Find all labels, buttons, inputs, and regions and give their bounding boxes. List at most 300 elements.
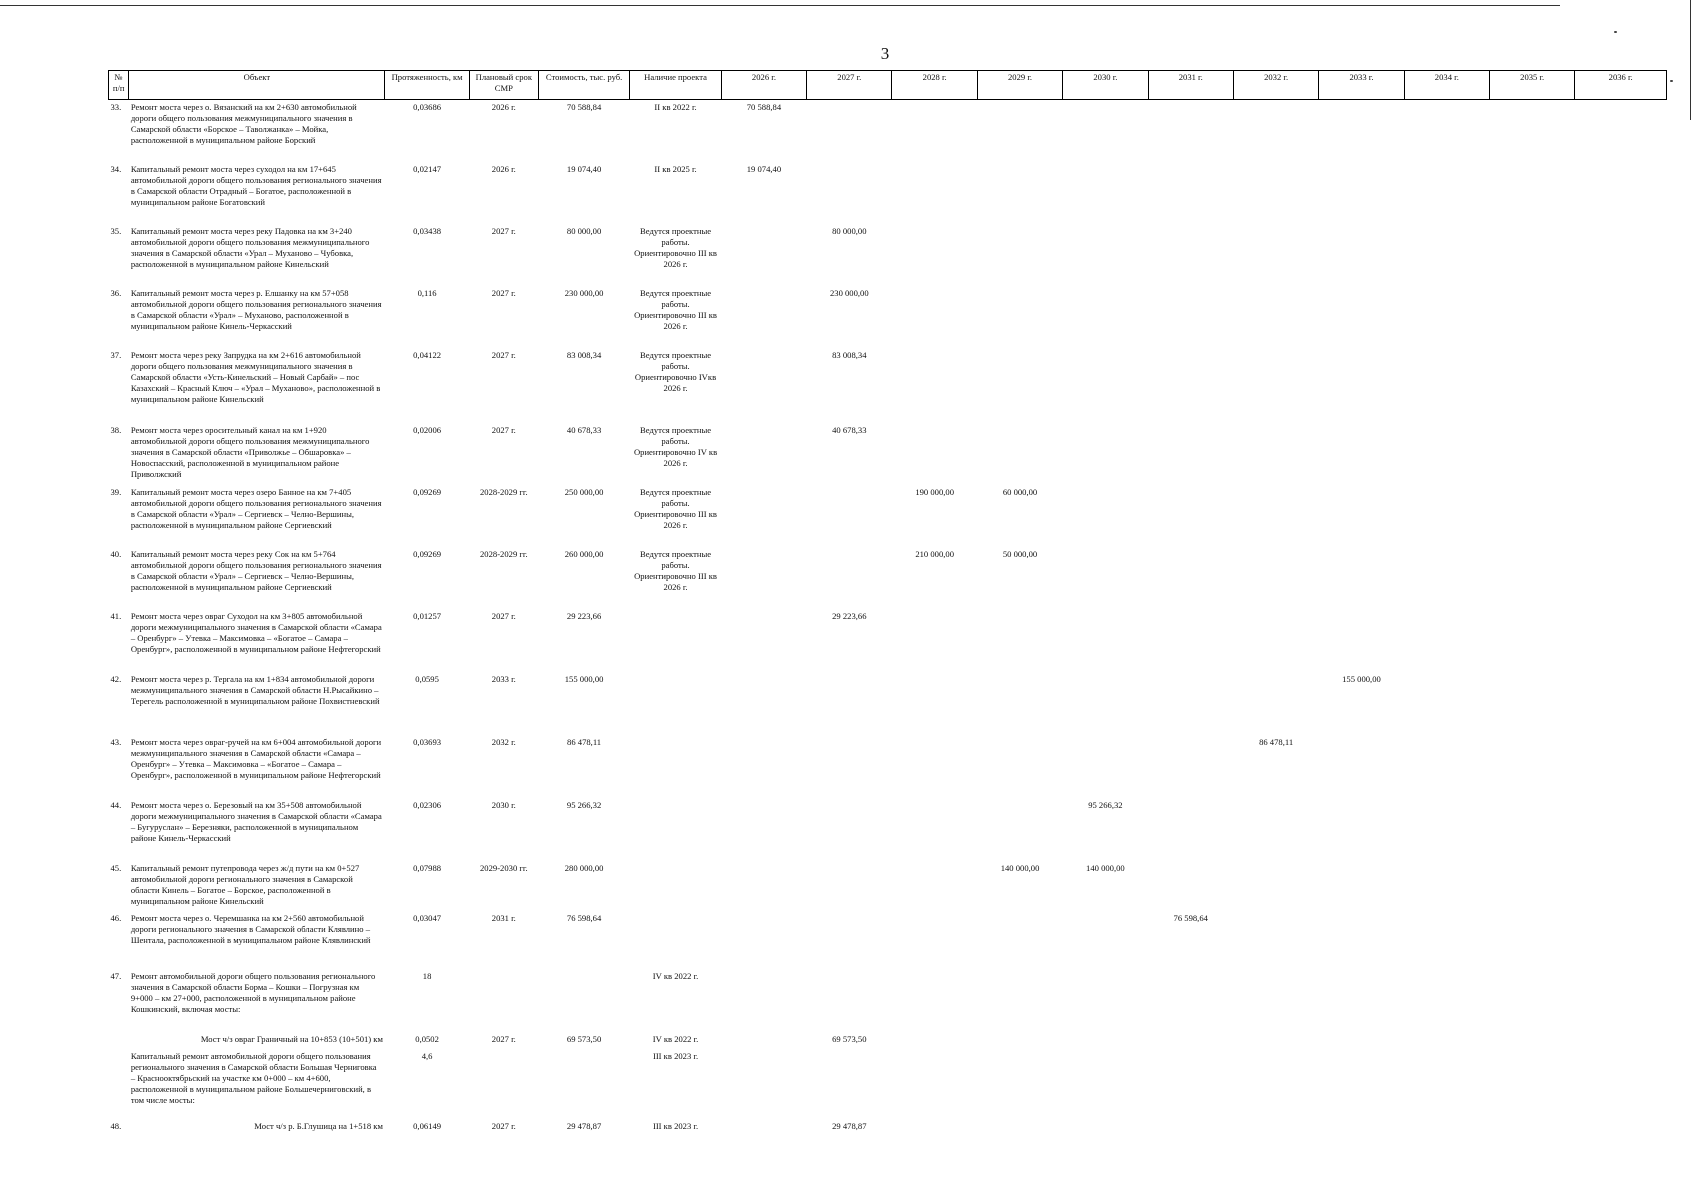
project-cell: II кв 2025 г.: [654, 163, 697, 174]
year-amount-cell: [1233, 485, 1318, 547]
year-amount-cell: [721, 1119, 806, 1149]
row-number: [109, 1049, 129, 1119]
object-cell: Капитальный ремонт путепровода через ж/д пути на км 0+527 автомобильной дороги регионального значения в Самарской области Кинель – Богатое – Борское, расположенной в муниципальном районе Кинельский: [130, 862, 360, 906]
year-amount-cell: [1575, 224, 1667, 286]
year-amount-cell: 70 588,84: [746, 102, 782, 112]
year-amount-cell: [1148, 672, 1233, 735]
length-cell: 0,07988: [413, 862, 442, 873]
year-amount-cell: [1575, 348, 1667, 423]
project-cell: Ведутся проектные работы. Ориентировочно III кв 2026 г.: [634, 486, 717, 530]
row-number: 39.: [110, 486, 122, 497]
year-amount-cell: [721, 1049, 806, 1119]
object-cell: Ремонт моста через реку Запрудка на км 2+616 автомобильной дороги общего пользования межмуниципального значения в Самарской области «Усть-Кинельский – Новый Сарбай» – пос Казахский – Красный Ключ – «Урал – Муханово», расположенной в муниципальном районе Кинельский: [130, 349, 381, 404]
header-year-2035: 2035 г.: [1490, 71, 1575, 100]
header-year-2027: 2027 г.: [807, 71, 892, 100]
road-works-table: [108, 70, 1667, 1149]
year-amount-cell: [892, 423, 977, 485]
year-amount-cell: [721, 969, 806, 1032]
cost-cell: 40 678,33: [566, 424, 602, 435]
year-amount-cell: [892, 735, 977, 798]
term-cell: 2027 г.: [491, 424, 516, 435]
year-amount-cell: [1148, 969, 1233, 1032]
year-amount-cell: [1233, 911, 1318, 969]
year-amount-cell: [1490, 100, 1575, 162]
row-number: 41.: [110, 610, 122, 621]
year-amount-cell: [892, 1049, 977, 1119]
year-amount-cell: [1404, 969, 1489, 1032]
row-number: 46.: [110, 912, 122, 923]
row-number: 34.: [110, 163, 122, 174]
cost-cell: 69 573,50: [566, 1033, 602, 1044]
row-number: 33.: [110, 102, 122, 112]
project-cell: [630, 609, 721, 672]
term-cell: 2033 г.: [491, 673, 516, 684]
year-amount-cell: [807, 911, 892, 969]
year-amount-cell: [1575, 1119, 1667, 1149]
term-cell: 2026 г.: [491, 163, 516, 174]
table-body: [109, 100, 1667, 1149]
project-cell: III кв 2023 г.: [652, 1050, 699, 1061]
length-cell: 0,03438: [413, 225, 442, 236]
object-cell: Капитальный ремонт моста через реку Сок на км 5+764 автомобильной дороги общего пользования регионального значения в Самарской области «Урал» – Сергиевск – Челно-Вершины, расположенной в муниципальном районе Сергиевский: [130, 548, 382, 592]
year-amount-cell: [1319, 162, 1404, 224]
term-cell: 2027 г.: [491, 610, 516, 621]
year-amount-cell: [977, 735, 1062, 798]
table-header-row: [109, 71, 1667, 100]
year-amount-cell: [1319, 348, 1404, 423]
year-amount-cell: [1063, 348, 1148, 423]
object-cell: Капитальный ремонт моста через суходол на км 17+645 автомобильной дороги общего пользования регионального значения в Самарской области Отрадный – Богатое, расположенной в муниципальном районе Богатовский: [130, 163, 382, 207]
year-amount-cell: [977, 969, 1062, 1032]
year-amount-cell: [1575, 861, 1667, 911]
year-amount-cell: [892, 969, 977, 1032]
year-amount-cell: 210 000,00: [915, 548, 954, 559]
year-amount-cell: [1404, 1032, 1489, 1049]
year-amount-cell: [1575, 485, 1667, 547]
year-amount-cell: [1148, 609, 1233, 672]
year-amount-cell: [977, 348, 1062, 423]
year-amount-cell: [1575, 286, 1667, 348]
year-amount-cell: [977, 286, 1062, 348]
year-amount-cell: 29 478,87: [832, 1120, 867, 1131]
year-amount-cell: [721, 609, 806, 672]
year-amount-cell: [1063, 1032, 1148, 1049]
year-amount-cell: 60 000,00: [1002, 486, 1038, 497]
length-cell: 0,02147: [413, 163, 442, 174]
project-cell: [630, 798, 721, 861]
year-amount-cell: [1404, 224, 1489, 286]
year-amount-cell: [1404, 1119, 1489, 1149]
page-number: 3: [880, 44, 890, 63]
object-cell: Мост ч/з р. Б.Глушица на 1+518 км: [254, 1120, 383, 1131]
year-amount-cell: [1063, 672, 1148, 735]
year-amount-cell: [1148, 423, 1233, 485]
table-row: [109, 100, 1667, 162]
object-cell: Ремонт моста через овраг Суходол на км 3+805 автомобильной дороги межмуниципального значения в Самарской области «Самара – Оренбург» – Утевка – Максимовка – «Богатое – Самара – Оренбург», расположенной в муниципальном районе Нефтегорский: [130, 610, 382, 654]
year-amount-cell: [1233, 969, 1318, 1032]
year-amount-cell: [1490, 423, 1575, 485]
year-amount-cell: [1233, 798, 1318, 861]
row-number: 47.: [110, 970, 122, 981]
year-amount-cell: [1404, 798, 1489, 861]
year-amount-cell: [1490, 609, 1575, 672]
term-cell: 2027 г.: [491, 287, 516, 298]
year-amount-cell: [892, 1032, 977, 1049]
object-cell: Ремонт моста через о. Березовый на км 35+508 автомобильной дороги межмуниципального значения в Самарской области «Самара – Бугуруслан» – Березняки, расположенной в муниципальном районе Кинель-Черкасский: [130, 799, 382, 843]
year-amount-cell: 155 000,00: [1342, 673, 1381, 684]
cost-cell: 76 598,64: [566, 912, 602, 923]
object-cell: Капитальный ремонт моста через озеро Банное на км 7+405 автомобильной дороги общего пользования регионального значения в Самарской области «Урал» – Сергиевск – Челно-Вершины, расположенной в муниципальном районе Сергиевский: [130, 486, 382, 530]
year-amount-cell: [1148, 735, 1233, 798]
length-cell: 0,09269: [413, 548, 442, 559]
term-cell: [469, 1049, 538, 1119]
year-amount-cell: [807, 547, 892, 609]
year-amount-cell: [807, 672, 892, 735]
year-amount-cell: [977, 1119, 1062, 1149]
year-amount-cell: [1404, 286, 1489, 348]
row-number: 38.: [110, 424, 122, 435]
year-amount-cell: 19 074,40: [746, 163, 782, 174]
year-amount-cell: 86 478,11: [1259, 736, 1294, 747]
year-amount-cell: [1319, 911, 1404, 969]
scan-speck: [1670, 80, 1673, 82]
cost-cell: 230 000,00: [564, 287, 604, 298]
table-row: [109, 1032, 1667, 1049]
project-cell: Ведутся проектные работы. Ориентировочно III кв 2026 г.: [634, 287, 717, 331]
year-amount-cell: [1063, 1119, 1148, 1149]
project-cell: III кв 2023 г.: [652, 1120, 699, 1131]
object-cell: Капитальный ремонт автомобильной дороги общего пользования регионального значения в Самарской области Большая Черниговка – Краснооктябрьский на участке км 0+000 – км 4+600, расположенной в муниципальном районе Большечерниговский, в том числе мосты:: [130, 1050, 377, 1105]
row-number: 44.: [110, 799, 122, 810]
table-row: [109, 286, 1667, 348]
row-number: 45.: [110, 862, 122, 873]
year-amount-cell: [1404, 547, 1489, 609]
year-amount-cell: [721, 348, 806, 423]
row-number: 40.: [110, 548, 122, 559]
year-amount-cell: [1404, 672, 1489, 735]
year-amount-cell: [1233, 423, 1318, 485]
term-cell: 2027 г.: [491, 225, 516, 236]
table-row: [109, 485, 1667, 547]
year-amount-cell: [1063, 224, 1148, 286]
cost-cell: 155 000,00: [564, 673, 604, 684]
object-cell: Капитальный ремонт моста через р. Елшанку на км 57+058 автомобильной дороги общего пользования регионального значения в Самарской области «Урал» – Муханово, расположенной в муниципальном районе Кинель-Черкасский: [130, 287, 382, 331]
year-amount-cell: [1319, 100, 1404, 162]
table-row: [109, 348, 1667, 423]
year-amount-cell: [892, 609, 977, 672]
cost-cell: [538, 1049, 629, 1119]
year-amount-cell: [892, 861, 977, 911]
year-amount-cell: [721, 485, 806, 547]
year-amount-cell: [1490, 286, 1575, 348]
table-row: [109, 672, 1667, 735]
term-cell: 2030 г.: [491, 799, 516, 810]
header-num: № п/п: [109, 71, 129, 100]
year-amount-cell: [1233, 286, 1318, 348]
header-year-2028: 2028 г.: [892, 71, 977, 100]
year-amount-cell: [1063, 100, 1148, 162]
cost-cell: 29 223,66: [566, 610, 602, 621]
year-amount-cell: [977, 609, 1062, 672]
table-row: [109, 798, 1667, 861]
header-year-2036: 2036 г.: [1575, 71, 1667, 100]
year-amount-cell: [1404, 911, 1489, 969]
cost-cell: 250 000,00: [564, 486, 604, 497]
year-amount-cell: 140 000,00: [1086, 862, 1125, 873]
year-amount-cell: [1148, 485, 1233, 547]
project-cell: II кв 2022 г.: [654, 102, 697, 112]
length-cell: 0,01257: [413, 610, 442, 621]
object-cell: Капитальный ремонт моста через реку Падовка на км 3+240 автомобильной дороги общего пользования межмуниципального значения в Самарской области «Урал – Муханово – Чубовка, расположенной в муниципальном районе Кинельский: [130, 225, 370, 269]
table-row: [109, 911, 1667, 969]
year-amount-cell: [1233, 547, 1318, 609]
year-amount-cell: [1063, 609, 1148, 672]
cost-cell: 280 000,00: [564, 862, 604, 873]
year-amount-cell: [1575, 911, 1667, 969]
year-amount-cell: [1575, 162, 1667, 224]
year-amount-cell: [977, 672, 1062, 735]
year-amount-cell: [1063, 162, 1148, 224]
project-cell: [630, 911, 721, 969]
year-amount-cell: [1404, 861, 1489, 911]
year-amount-cell: [892, 100, 977, 162]
year-amount-cell: [1319, 1032, 1404, 1049]
year-amount-cell: [1148, 1119, 1233, 1149]
year-amount-cell: [1404, 735, 1489, 798]
table-row: [109, 735, 1667, 798]
year-amount-cell: [1490, 672, 1575, 735]
year-amount-cell: [1148, 798, 1233, 861]
year-amount-cell: [1490, 861, 1575, 911]
year-amount-cell: [1233, 1032, 1318, 1049]
year-amount-cell: [1404, 162, 1489, 224]
year-amount-cell: [1490, 798, 1575, 861]
table-row: [109, 609, 1667, 672]
cost-cell: 70 588,84: [566, 102, 602, 112]
length-cell: 0,0502: [415, 1033, 439, 1044]
year-amount-cell: [1063, 969, 1148, 1032]
year-amount-cell: [892, 1119, 977, 1149]
year-amount-cell: [977, 100, 1062, 162]
year-amount-cell: 76 598,64: [1173, 912, 1208, 923]
year-amount-cell: [807, 1049, 892, 1119]
length-cell: 0,03686: [413, 102, 442, 112]
object-cell: Мост ч/з овраг Граничный на 10+853 (10+501) км: [200, 1033, 383, 1044]
year-amount-cell: [1490, 348, 1575, 423]
header-year-2026: 2026 г.: [721, 71, 806, 100]
year-amount-cell: [1319, 798, 1404, 861]
year-amount-cell: [892, 672, 977, 735]
header-length: Протяженность, км: [385, 71, 469, 100]
header-year-2032: 2032 г.: [1233, 71, 1318, 100]
year-amount-cell: [721, 1032, 806, 1049]
year-amount-cell: [1148, 1032, 1233, 1049]
year-amount-cell: [1490, 547, 1575, 609]
object-cell: Ремонт моста через овраг-ручей на км 6+004 автомобильной дороги межмуниципального значения в Самарской области «Самара – Оренбург» – Утевка – Максимовка – «Богатое – Самара – Оренбург», расположенной в муниципальном районе Нефтегорский: [130, 736, 382, 780]
term-cell: 2026 г.: [491, 102, 516, 112]
year-amount-cell: [977, 1049, 1062, 1119]
year-amount-cell: [1319, 485, 1404, 547]
year-amount-cell: [721, 423, 806, 485]
year-amount-cell: [1490, 969, 1575, 1032]
year-amount-cell: [1575, 609, 1667, 672]
year-amount-cell: [1575, 969, 1667, 1032]
row-number: 35.: [110, 225, 122, 236]
cost-cell: 29 478,87: [566, 1120, 602, 1131]
year-amount-cell: [1233, 609, 1318, 672]
year-amount-cell: [1319, 1049, 1404, 1119]
year-amount-cell: [1575, 1049, 1667, 1119]
year-amount-cell: [1233, 1119, 1318, 1149]
year-amount-cell: [1233, 224, 1318, 286]
table-row: [109, 423, 1667, 485]
object-cell: Ремонт автомобильной дороги общего пользования регионального значения в Самарской области Борма – Кошки – Погрузная км 9+000 – км 27+000, расположенной в муниципальном районе Кошкинский, включая мосты:: [130, 970, 376, 1014]
year-amount-cell: [1575, 547, 1667, 609]
year-amount-cell: [977, 162, 1062, 224]
year-amount-cell: [1575, 798, 1667, 861]
length-cell: 0,03047: [413, 912, 442, 923]
year-amount-cell: [721, 672, 806, 735]
term-cell: 2028-2029 гг.: [480, 548, 528, 559]
header-year-2029: 2029 г.: [977, 71, 1062, 100]
year-amount-cell: [721, 224, 806, 286]
cost-cell: 19 074,40: [566, 163, 602, 174]
length-cell: 0,06149: [413, 1120, 442, 1131]
scan-speck: [1614, 31, 1617, 33]
header-object: Объект: [129, 71, 385, 100]
term-cell: [469, 969, 538, 1032]
row-number: [109, 1032, 129, 1049]
year-amount-cell: [892, 911, 977, 969]
table-row: [109, 547, 1667, 609]
object-cell: Ремонт моста через о. Вязанский на км 2+630 автомобильной дороги общего пользования межмуниципального значения в Самарской области «Борское – Таволжанка» – Мойка, расположенной в муниципальном районе Борский: [130, 102, 357, 145]
length-cell: 0,02006: [413, 424, 442, 435]
year-amount-cell: [1319, 286, 1404, 348]
cost-cell: [538, 969, 629, 1032]
project-cell: [630, 672, 721, 735]
header-project: Наличие проекта: [630, 71, 721, 100]
row-number: 48.: [110, 1120, 122, 1131]
project-cell: [630, 861, 721, 911]
year-amount-cell: [1319, 1119, 1404, 1149]
year-amount-cell: [1148, 1049, 1233, 1119]
year-amount-cell: [892, 798, 977, 861]
header-year-2034: 2034 г.: [1404, 71, 1489, 100]
year-amount-cell: [807, 735, 892, 798]
term-cell: 2027 г.: [491, 349, 516, 360]
year-amount-cell: [1404, 609, 1489, 672]
year-amount-cell: [1575, 100, 1667, 162]
year-amount-cell: [1148, 286, 1233, 348]
year-amount-cell: [721, 798, 806, 861]
row-number: 37.: [110, 349, 122, 360]
table-row: [109, 1119, 1667, 1149]
year-amount-cell: [1490, 735, 1575, 798]
header-year-2033: 2033 г.: [1319, 71, 1404, 100]
term-cell: 2032 г.: [491, 736, 516, 747]
year-amount-cell: 140 000,00: [1000, 862, 1040, 873]
cost-cell: 80 000,00: [566, 225, 602, 236]
year-amount-cell: 83 008,34: [832, 349, 867, 360]
project-cell: Ведутся проектные работы. Ориентировочно IV кв 2026 г.: [633, 424, 718, 468]
year-amount-cell: [1233, 162, 1318, 224]
year-amount-cell: [1063, 735, 1148, 798]
year-amount-cell: [1148, 348, 1233, 423]
table-row: [109, 1049, 1667, 1119]
year-amount-cell: [1233, 100, 1318, 162]
table-row: [109, 162, 1667, 224]
length-cell: 0,02306: [413, 799, 442, 810]
year-amount-cell: [807, 798, 892, 861]
cost-cell: 83 008,34: [566, 349, 602, 360]
year-amount-cell: 29 223,66: [832, 610, 867, 621]
top-border-line: [0, 5, 1560, 6]
year-amount-cell: [1148, 224, 1233, 286]
year-amount-cell: [1404, 348, 1489, 423]
year-amount-cell: 40 678,33: [832, 424, 867, 435]
year-amount-cell: 69 573,50: [832, 1033, 867, 1044]
year-amount-cell: [1404, 423, 1489, 485]
year-amount-cell: [1063, 485, 1148, 547]
year-amount-cell: [1490, 911, 1575, 969]
term-cell: 2031 г.: [491, 912, 516, 923]
year-amount-cell: [1319, 423, 1404, 485]
object-cell: Ремонт моста через о. Черемшанка на км 2+560 автомобильной дороги регионального значения в Самарской области Клявлино – Шентала, расположенной в муниципальном районе Клявлинский: [130, 912, 371, 945]
year-amount-cell: [1319, 969, 1404, 1032]
year-amount-cell: [1490, 224, 1575, 286]
cost-cell: 86 478,11: [567, 736, 602, 747]
year-amount-cell: [1490, 1049, 1575, 1119]
year-amount-cell: [1404, 100, 1489, 162]
year-amount-cell: [1063, 1049, 1148, 1119]
year-amount-cell: [1063, 423, 1148, 485]
row-number: 43.: [110, 736, 122, 747]
header-cost: Стоимость, тыс. руб.: [538, 71, 629, 100]
length-cell: 0,116: [417, 287, 437, 298]
row-number: 36.: [110, 287, 122, 298]
year-amount-cell: [1063, 911, 1148, 969]
year-amount-cell: [1404, 1049, 1489, 1119]
cost-cell: 95 266,32: [566, 799, 602, 810]
year-amount-cell: [1233, 672, 1318, 735]
term-cell: 2028-2029 гг.: [480, 486, 528, 497]
term-cell: 2027 г.: [491, 1033, 516, 1044]
year-amount-cell: [1490, 162, 1575, 224]
year-amount-cell: [977, 911, 1062, 969]
year-amount-cell: [1404, 485, 1489, 547]
year-amount-cell: [1148, 100, 1233, 162]
project-cell: Ведутся проектные работы. Ориентировочно III кв 2026 г.: [634, 548, 717, 592]
year-amount-cell: [892, 224, 977, 286]
year-amount-cell: [1575, 672, 1667, 735]
year-amount-cell: [1575, 735, 1667, 798]
year-amount-cell: [807, 162, 892, 224]
year-amount-cell: [1063, 547, 1148, 609]
table-row: [109, 969, 1667, 1032]
year-amount-cell: [1575, 1032, 1667, 1049]
year-amount-cell: 80 000,00: [832, 225, 867, 236]
year-amount-cell: [807, 861, 892, 911]
cost-cell: 260 000,00: [564, 548, 604, 559]
project-cell: IV кв 2022 г.: [652, 970, 699, 981]
right-border-line: [1690, 0, 1691, 120]
year-amount-cell: [977, 1032, 1062, 1049]
length-cell: 0,04122: [413, 349, 442, 360]
year-amount-cell: [1319, 547, 1404, 609]
year-amount-cell: [1148, 162, 1233, 224]
year-amount-cell: 50 000,00: [1002, 548, 1038, 559]
table-row: [109, 224, 1667, 286]
